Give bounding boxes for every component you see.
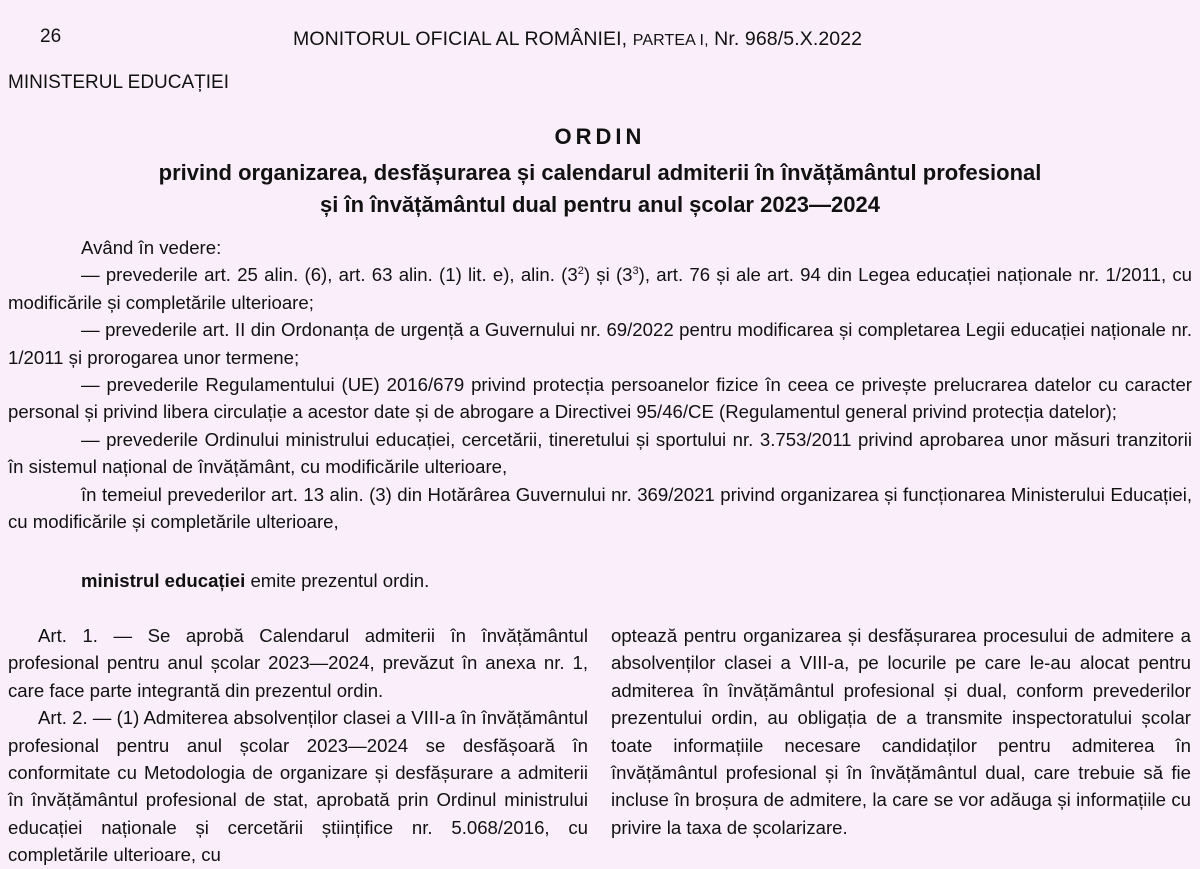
issuing-ministry: MINISTERUL EDUCAȚIEI (8, 72, 229, 93)
running-head (293, 28, 862, 51)
preamble-temei: în temeiul prevederilor art. 13 alin. (3) din Hotărârea Guvernului nr. 369/2021 privind organizarea și funcționarea Ministerului Educației, cu modificările și completările ulterioare, (8, 483, 1192, 533)
preamble-item-1-part-b: ) și (3 (583, 264, 633, 286)
body-column-right (611, 622, 1191, 841)
preamble-item-1 (8, 261, 1192, 316)
article-1: Art. 1. — Se aprobă Calendarul admiterii în învățământul profesional pentru anul școlar 2023—2024, prevăzut în anexa nr. 1, care face parte integrantă din prezentul ordin. (8, 625, 588, 701)
superscript: 3 (632, 265, 639, 278)
enacting-clause (81, 570, 429, 592)
running-head-issue: Nr. 968/5.X.2022 (714, 28, 863, 50)
preamble-item-2: — prevederile art. II din Ordonanța de urgență a Guvernului nr. 69/2022 pentru modificarea și completarea Legii educației naționale nr. 1/2011 și prorogarea unor termene; (8, 319, 1192, 368)
title-ordin: ORDIN (554, 124, 646, 149)
title-line-2: și în învățământul dual pentru anul școlar 2023—2024 (320, 192, 880, 217)
superscript: 2 (577, 265, 584, 278)
running-head-part: PARTEA I, (632, 32, 709, 49)
preamble-intro: Având în vedere: (81, 237, 222, 258)
preamble-item-1-part-c: ), art. 76 și ale art. 94 din Legea educației naționale nr. 1/2011, cu modificările și completările ulterioare; (8, 264, 1192, 313)
article-continuation: optează pentru organizarea și desfășurarea procesului de admitere a absolvenților clasei a VIII-a, pe locurile pe care le-au alocat pentru admiterea în învățământul profesional și dual, conform prevederilor prezentului ordin, au obligația de a transmite inspectoratului școlar toate informațiile necesare candidaților pentru admiterea în învățământul profesional și în învățământul dual, care trebuie să fie incluse în broșura de admitere, la care se vor adăuga și informațiile cu privire la taxa de școlarizare. (611, 625, 1191, 838)
preamble-item-4: — prevederile Ordinului ministrului educației, cercetării, tineretului și sportului nr. 3.753/2011 privind aprobarea unor măsuri tranzitorii în sistemul național de învățământ, cu modificările ulterioare, (8, 428, 1192, 478)
title-line-1: privind organizarea, desfășurarea și calendarul admiterii în învățământul profesional (158, 160, 1042, 185)
page-number: 26 (40, 26, 62, 47)
enacting-authority: ministrul educației (81, 570, 246, 591)
body-column-left (8, 622, 588, 869)
document-title (0, 123, 1200, 221)
preamble-item-1-part-a: — prevederile art. 25 alin. (6), art. 63 alin. (1) lit. e), alin. (3 (81, 264, 578, 286)
enacting-text: emite prezentul ordin. (245, 570, 430, 591)
preamble-item-3: — prevederile Regulamentului (UE) 2016/679 privind protecția persoanelor fizice în ceea ce privește prelucrarea datelor cu caracter personal și privind libera circulație a acestor date și de abrogare a Directivei 95/46/CE (Regulamentul general privind protecția datelor); (8, 374, 1192, 423)
preamble (8, 234, 1192, 535)
article-2: Art. 2. — (1) Admiterea absolvenților clasei a VIII-a în învățământul profesional pentru anul școlar 2023—2024 se desfășoară în conformitate cu Metodologia de organizare și desfășurare a admiterii în învățământul profesional de stat, aprobată prin Ordinul ministrului educației naționale și cercetării științifice nr. 5.068/2016, cu completările ulterioare, cu (8, 707, 588, 866)
running-head-title: MONITORUL OFICIAL AL ROMÂNIEI, (293, 28, 628, 50)
